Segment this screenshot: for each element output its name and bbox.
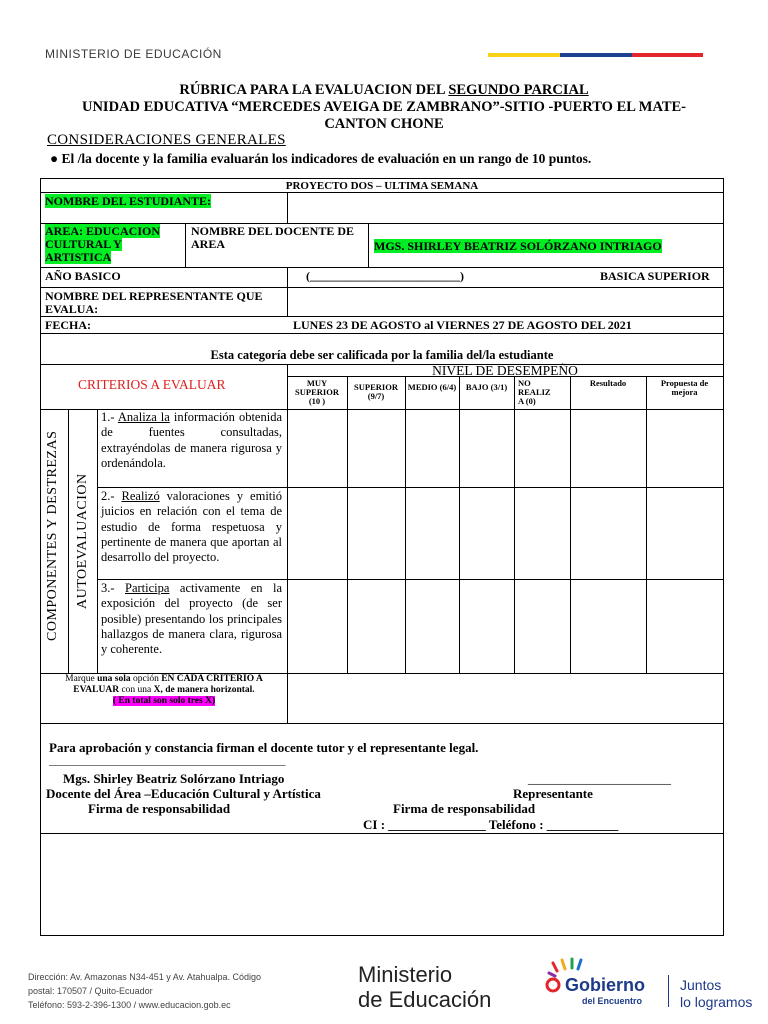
logo-divider <box>668 975 669 1007</box>
vertical-label-autoevaluacion: AUTOEVALUACION <box>75 473 90 609</box>
teacher-signature-role: Docente del Área –Educación Cultural y Artística <box>46 786 321 801</box>
title-line-1: RÚBRICA PARA LA EVALUACION DEL <box>179 82 449 98</box>
level-medio: MEDIO (6/4) <box>407 382 457 392</box>
score-cell[interactable] <box>406 580 458 673</box>
considerations-heading: CONSIDERACIONES GENERALES <box>47 132 286 148</box>
score-cell[interactable] <box>460 580 513 673</box>
flag-red <box>632 53 703 57</box>
signature-line-left: ___________________________________________ <box>49 755 286 767</box>
criterion-2: 2.- Realizó valoraciones y emitió juicios en relación con el tema de estudio de forma respetuosa y pertinente de manera que aportan al desarrollo del proyecto. <box>101 489 282 565</box>
level-resultado: Resultado <box>589 378 627 388</box>
firma-right: Firma de responsabilidad <box>393 801 536 816</box>
mark-total-note: ( En total son solo tres X) <box>112 696 216 706</box>
score-cell[interactable] <box>515 488 569 579</box>
score-cell[interactable] <box>460 410 513 487</box>
score-cell[interactable] <box>288 488 346 579</box>
area-label: AREA: EDUCACION CULTURAL Y ARTISTICA <box>45 224 161 264</box>
score-cell[interactable] <box>406 488 458 579</box>
grade-level: BASICA SUPERIOR <box>600 269 710 283</box>
firma-left: Firma de responsabilidad <box>88 801 231 816</box>
level-superior: SUPERIOR (9/7) <box>354 382 398 401</box>
rubric-form <box>40 178 724 936</box>
level-propuesta: Propuesta de mejora <box>660 378 709 397</box>
representative-field[interactable] <box>289 289 721 315</box>
score-cell[interactable] <box>288 580 346 673</box>
signature-intro: Para aprobación y constancia firman el docente tutor y el representante legal. <box>49 740 479 755</box>
ministerio-logo: Ministerio de Educación <box>358 962 492 1012</box>
teacher-signature-name: Mgs. Shirley Beatriz Solórzano Intriago <box>63 771 285 786</box>
signature-line-right: ______________________ <box>528 771 671 786</box>
title-underlined: SEGUNDO PARCIAL <box>448 82 589 98</box>
mark-instruction: Marque una sola opción EN CADA CRITERIO A EVALUAR con una X, de manera horizontal. ( En total son solo tres X) <box>65 674 263 706</box>
teacher-label: NOMBRE DEL DOCENTE DE AREA <box>191 224 355 251</box>
student-name-label: NOMBRE DEL ESTUDIANTE: <box>45 194 212 208</box>
teacher-name: MGS. SHIRLEY BEATRIZ SOLÓRZANO INTRIAGO <box>374 239 662 253</box>
gobierno-subtext: del Encuentro <box>582 996 643 1006</box>
score-cell[interactable] <box>515 410 569 487</box>
representative-label: NOMBRE DEL REPRESENTANTE QUE EVALUA: <box>45 289 263 316</box>
project-title: PROYECTO DOS – ULTIMA SEMANA <box>285 180 479 192</box>
criteria-title: CRITERIOS A EVALUAR <box>78 377 226 392</box>
vertical-label-componentes: COMPONENTES Y DESTREZAS <box>45 430 60 641</box>
representative-role: Representante <box>513 786 593 801</box>
performance-level-title: NIVEL DE DESEMPEÑO <box>432 363 578 378</box>
flag-stripe <box>488 53 703 57</box>
flag-yellow <box>488 53 560 57</box>
score-cell[interactable] <box>288 410 346 487</box>
flag-blue <box>560 53 632 57</box>
score-cell[interactable] <box>406 410 458 487</box>
score-cell[interactable] <box>515 580 569 673</box>
date-value: LUNES 23 DE AGOSTO al VIERNES 27 DE AGOSTO DEL 2021 <box>293 318 632 332</box>
footer-address: Dirección: Av. Amazonas N34-451 y Av. Atahualpa. Código postal: 170507 / Quito-Ecuador Teléfono: 593-2-396-1300 / www.educacion.gob.ec <box>28 972 261 1010</box>
level-bajo: BAJO (3/1) <box>465 382 508 392</box>
student-name-field[interactable] <box>289 194 721 221</box>
gobierno-text: Gobierno <box>565 975 645 995</box>
bullet-text: El /la docente y la familia evaluarán los indicadores de evaluación en un rango de 10 puntos. <box>61 151 592 166</box>
level-muy-superior: MUY SUPERIOR (10 ) <box>295 378 339 406</box>
document-title <box>20 82 748 133</box>
score-cell[interactable] <box>348 488 404 579</box>
score-cell[interactable] <box>460 488 513 579</box>
juntos-slogan: Juntos lo logramos <box>680 977 753 1010</box>
considerations-bullet: ● El /la docente y la familia evaluarán los indicadores de evaluación en un rango de 10 puntos. <box>50 151 592 166</box>
ministry-header-text: MINISTERIO DE EDUCACIÓN <box>45 47 222 61</box>
level-no-realiza: NO REALIZ A (0) <box>518 378 551 406</box>
criterion-1: 1.- Analiza la información obtenida de fuentes consultadas, extrayéndolas de manera rigurosa y ordenándola. <box>101 410 282 470</box>
grade-label: AÑO BASICO <box>45 269 121 283</box>
criterion-3: 3.- Participa activamente en la exposición del proyecto (de ser posible) presentando los principales hallazgos de manera clara, rigurosa y coherente. <box>101 581 282 657</box>
score-cell[interactable] <box>348 410 404 487</box>
grade-field[interactable]: (_________________________) <box>306 269 464 283</box>
date-label: FECHA: <box>45 318 91 332</box>
title-line-2: UNIDAD EDUCATIVA “MERCEDES AVEIGA DE ZAMBRANO”-SITIO -PUERTO EL MATE- <box>81 99 687 115</box>
ci-phone-line: CI : _______________ Teléfono : ___________ <box>363 817 619 832</box>
title-line-3: CANTON CHONE <box>324 116 444 132</box>
score-cell[interactable] <box>348 580 404 673</box>
family-note: Esta categoría debe ser calificada por la familia del/la estudiante <box>210 348 554 362</box>
